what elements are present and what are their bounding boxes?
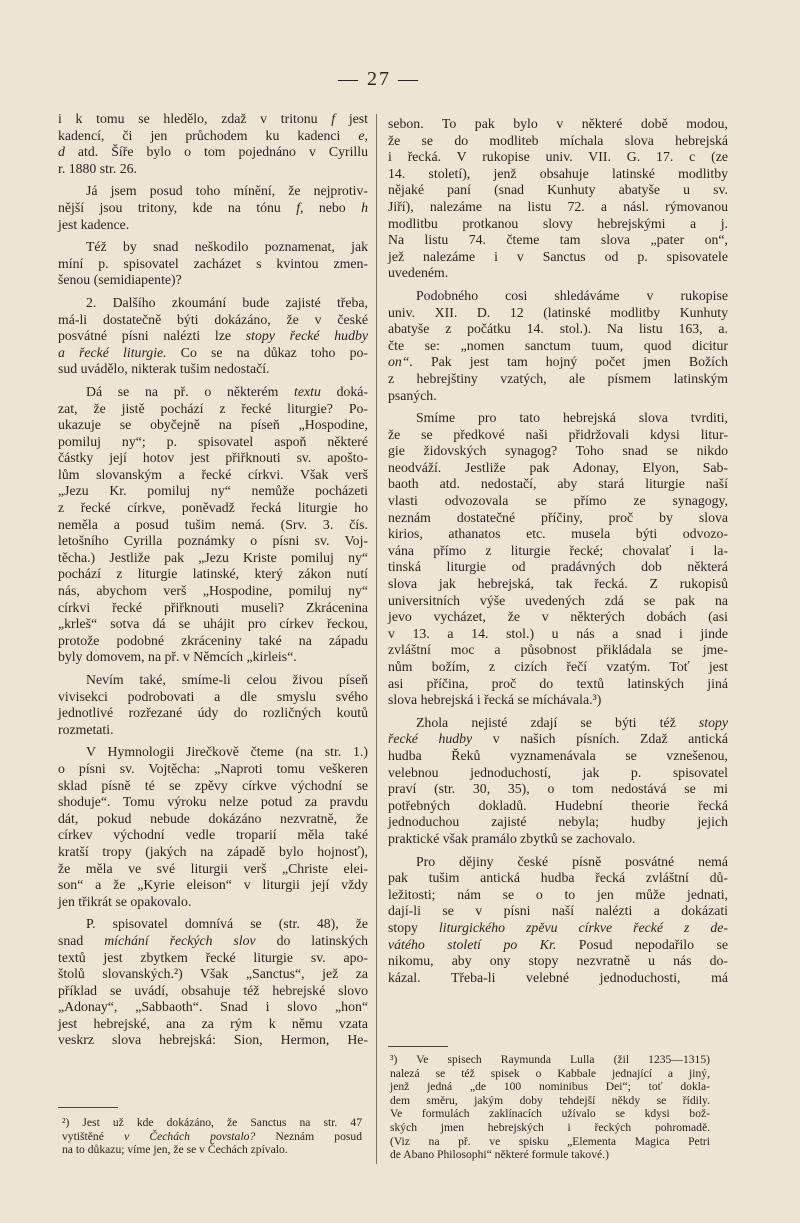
text-line: de Abano Philosophi“ některé formule takové.) [390, 1148, 609, 1162]
text-line: textů jest zbytkem řecké liturgie sv. apo- [58, 949, 368, 965]
text-line: že se do modliteb míchala slova hebrejská [388, 132, 728, 148]
text-line: Na listu 74. čteme tam slova „pater on“, [388, 232, 728, 248]
text-line: „krleš“ sotva dá se uhájit pro církev řeckou, [58, 616, 368, 632]
text-line: son“ a že „Kyrie eleison“ v liturgii její vždy [58, 877, 368, 893]
text-line: ²) Jest už kde dokázáno, že Sanctus na str. 47 [62, 1116, 362, 1129]
text-line: církvi řecké přiřknouti museli? Zkrácenina [58, 599, 368, 615]
text-line: i k tomu se hledělo, zdaž v tritonu f jest [58, 111, 368, 126]
text-line: jež nalezáme i v Sanctus od p. spisovatele [388, 248, 728, 264]
text-line: jest hebrejské, ana za rým k němu vzata [58, 1015, 368, 1031]
text-line: pak tušim antická hudba řecká zvláštní dů- [388, 870, 728, 886]
italic-text: stopy [698, 714, 728, 730]
italic-text: a řecké liturgie. [58, 344, 167, 360]
text-line: 2. Dalšího zkoumání bude zajisté třeba, [86, 294, 368, 310]
text-line: ukazuje se obyčejně na píseň „Hospodine, [58, 417, 368, 433]
text-line: hudba Řeků vyznamenávala se vznešenou, [388, 747, 728, 763]
text-line: Pro dějiny české písně posvátné nemá [416, 853, 728, 869]
text-line: nům božím, z cizích řečí vzatým. Toť jest [388, 659, 728, 674]
text-line: zvláštní moc a působnost přikládala se jme- [388, 642, 728, 658]
text-line: dát, pokud nebude dokázáno nezvratně, že [58, 810, 368, 826]
text-line: praktické však pramálo zbytků se zachovalo. [388, 830, 636, 846]
text-line: míní p. spisovatel zacházet s kvintou zmen- [58, 255, 368, 271]
text-line: sebon. To pak bylo v některé době modou, [388, 116, 728, 131]
text-line: dem směru, jakým doby tehdejší někdy se řídily. [390, 1093, 710, 1107]
text-line: těcha.) Jestliže pak „Jezu Kriste pomiluj ny“ [58, 549, 368, 565]
text-line: jest kadence. [58, 216, 130, 232]
paragraph [58, 672, 368, 738]
text-line: d atd. Šíře bylo o tom pojednáno v Cyrillu [58, 144, 368, 160]
text-line: nás, abychom verš „Hospodine, pomiluj ny“ [58, 583, 368, 599]
text-line: rozmetati. [58, 721, 114, 737]
text-line: slova hebrejská i řecká se míchávala.³) [388, 692, 602, 708]
text-line: vytištěné v Čechách povstalo? Neznám posud [62, 1129, 362, 1143]
text-line: (Viz na př. ve spisku „Elementa Magica Petri [390, 1134, 710, 1148]
italic-text: f [331, 111, 336, 126]
italic-text: míchání řeckých slov [104, 932, 256, 948]
text-line: církev východní vedle troparií měla také [58, 827, 368, 843]
text-line: sud uvádělo, nikterak tušim nedostačí. [58, 361, 270, 377]
text-line: tinská liturgie od pradávných dob některá [388, 559, 728, 575]
paragraph [388, 715, 728, 848]
text-line: i řecká. V rukopise univ. VII. G. 17. c (ze [388, 149, 728, 165]
footnote-left [62, 1116, 362, 1157]
text-line: snad míchání řeckých slov do latinských [58, 932, 368, 948]
paragraph [58, 183, 368, 233]
text-line: nější jsou tritony, kde na tónu f, nebo h [58, 199, 368, 215]
italic-text: h [361, 199, 368, 215]
text-line: částky její hotov jest přiřknouti sv. apošto- [58, 450, 368, 466]
text-line: Ve formulách zaklínacích užívalo se kdysi bož- [390, 1107, 710, 1121]
text-line: sklad písně té se zpěvy církve východní se [58, 777, 368, 793]
text-line: baoth atd. nedostačí, aby stará liturgie naší [388, 476, 728, 492]
paragraph [58, 384, 368, 666]
text-line: v 13. a 14. stol.) u nás a snad i jinde [388, 625, 728, 641]
text-line: šenou (semidiapente)? [58, 272, 182, 288]
text-line: V Hymnologii Jirečkově čteme (na str. 1.) [86, 744, 368, 760]
text-line: Nevím také, smíme-li celou živou píseň [86, 672, 368, 687]
text-line: a řecké liturgie. Co se na důkaz toho po- [58, 344, 368, 360]
text-line: kratší tropy (jakých na západě bylo hojnosť), [58, 843, 368, 859]
text-line: potřebných dokladů. Hudební theorie řecká [388, 797, 728, 813]
paragraph [388, 854, 728, 987]
italic-text: on“. [388, 354, 413, 370]
text-line: asi příčina, proč do textů latinských jiná [388, 675, 728, 691]
italic-text: e, [358, 127, 368, 143]
italic-text: v Čechách povstalo? [124, 1129, 256, 1143]
paragraph [58, 239, 368, 289]
italic-text: stopy řecké hudby [245, 328, 368, 344]
paragraph [58, 111, 368, 177]
text-line: letošního Cyrilla poznámky o písni sv. Voj- [58, 533, 368, 549]
text-line: univ. XII. D. 12 (latinské modlitby Kunhuty [388, 304, 728, 320]
text-line: pomiluj ny“; p. spisovatel aspoň některé [58, 433, 368, 449]
text-line: uvedeném. [388, 265, 449, 281]
text-line: z hebrejštiny vzatých, ale písmem latinským [388, 370, 728, 386]
footnote-separator [388, 1046, 448, 1047]
text-line: nikomu, aby ony stopy nezvratně u nás do- [388, 953, 728, 969]
text-line: řecké hudby v našich písních. Zdaž antická [388, 731, 729, 747]
text-line: neznám dostatečné příčiny, proč by slova [388, 509, 728, 525]
text-line: kirios, athanatos etc. musela býti odvozo- [388, 526, 728, 542]
text-line: vátého století po Kr. Posud nepodařilo se [388, 936, 728, 952]
text-line: Dá se na př. o některém textu doká- [86, 383, 368, 399]
text-line: má-li dostatečně býti dokázáno, že v české [58, 311, 368, 327]
text-line: P. spisovatel domnívá se (str. 48), že [86, 916, 368, 932]
text-line: vána přímo z liturgie řecké; chovalať i la- [388, 542, 728, 558]
paragraph [388, 410, 728, 709]
text-line: kázal. Třeba-li velebné jednoduchosti, má [388, 969, 728, 985]
text-line: modlitbu protkanou slovy hebrejskými a j. [388, 215, 728, 231]
page-number: — 27 — [338, 68, 420, 90]
text-line: r. 1880 str. 26. [58, 160, 137, 176]
paragraph [388, 116, 728, 282]
paragraph [58, 916, 368, 1049]
paragraph [58, 744, 368, 910]
text-line: nalezá se též spisek o Kabbale jednající a jiný, [390, 1066, 710, 1080]
text-line: shoduje“. Tomu výroku nelze potud za pravdu [58, 794, 368, 810]
footnote-right [390, 1053, 710, 1162]
text-line: Jiří), nalezáme na listu 72. a násl. rýmovanou [388, 198, 728, 214]
italic-text: textu [294, 383, 321, 399]
text-line: ských jmen hebrejských i řeckých pohromadě. [390, 1120, 710, 1134]
text-line: „Adonay“, „Sabbaoth“. Snad i slovo „hon“ [58, 999, 368, 1015]
text-line: byly domovem, na př. v Němcích „kirleis“. [58, 649, 297, 665]
text-line: že se předkové naši přidržovali kdysi litur- [388, 426, 728, 442]
text-line: jednoduchou zajisté nebyla; hudby jejich [388, 814, 728, 830]
text-line: psaných. [388, 387, 437, 403]
text-line: čte se: „nomen sanctum tuum, quod dicitur [388, 337, 728, 353]
text-line: z řecké církve, poněvadž řecká liturgie ho [58, 500, 368, 516]
text-line: praví (str. 30, 35), o tom nedostává se mi [388, 781, 728, 797]
text-line: o písni sv. Vojtěcha: „Naproti tomu veškeren [58, 760, 368, 776]
text-line: ³) Ve spisech Raymunda Lulla (žil 1235—1315) [390, 1053, 710, 1066]
paragraph [58, 295, 368, 378]
text-line: zat, že jistě pochází z řecké liturgie? Po- [58, 400, 368, 416]
italic-text: f, [296, 199, 304, 215]
text-line: ležitosti; nám se o to jen může jednati, [388, 886, 728, 902]
footnote-separator [58, 1107, 118, 1108]
text-line: dají-li se v písni naší nalézti a dokázati [388, 903, 728, 919]
italic-text: liturgického zpěvu církve řecké z de- [438, 919, 728, 935]
text-line: abatyše z počátku 14. stol.). Na listu 163, a. [388, 321, 728, 337]
text-line: vlasti odvozovala se přímo ze synagogy, [388, 493, 728, 509]
text-line: jen třikrát se opakovalo. [58, 893, 192, 909]
right-column [388, 116, 728, 992]
text-line: jevo vycházet, že v některých dobách (asi [388, 609, 728, 625]
text-line: neodváží. Jestliže pak Adonay, Elyon, Sab- [388, 459, 728, 475]
text-line: universitních výše uvedených zdá se pak na [388, 592, 728, 608]
text-line: že měla ve své liturgii verš „Christe elei- [58, 860, 368, 876]
text-line: na to důkazu; víme jen, že se v Čechách zpívalo. [62, 1143, 288, 1157]
text-line: Zhola nejisté zdají se býti též stopy [416, 714, 728, 730]
text-line: štolů slovanských.²) Však „Sanctus“, jež za [58, 966, 368, 982]
italic-text: řecké hudby [388, 731, 473, 747]
text-line: veskrz slova hebrejská: Sion, Hermon, He- [58, 1032, 368, 1048]
text-line: příklad se uvádí, obsahuje též hebrejské slovo [58, 982, 368, 998]
text-line: neměla a posud tušim nemá. (Srv. 3. čís. [58, 516, 368, 532]
text-line: Já jsem posud toho mínění, že nejprotiv- [86, 183, 368, 199]
text-line: slova jak hebrejská, tak řecká. Z rukopisů [388, 576, 728, 592]
text-line: protože podobné zkráceniny také na západu [58, 632, 368, 648]
column-divider [376, 114, 377, 1164]
text-line: gie židovských synagog? Toho snad se nikdo [388, 443, 728, 459]
text-line: jenž jedná „de 100 nominibus Dei“; toť dokla- [390, 1080, 710, 1094]
text-line: kadencí, či jen průchodem ku kadenci e, [58, 127, 368, 143]
text-line: stopy liturgického zpěvu církve řecké z de- [388, 919, 728, 935]
italic-text: d [58, 144, 65, 160]
paragraph [388, 288, 728, 404]
text-line: velebnou jednoduchostí, jak p. spisovatel [388, 764, 728, 780]
text-line: 14. století), jenž obsahuje latinské modlitby [388, 165, 728, 181]
text-line: Smíme pro tato hebrejská slova tvrditi, [416, 410, 728, 426]
text-line: jednotlivé rozřezané údy do rozličných koutů [58, 705, 368, 721]
text-line: on“. Pak jest tam hojný počet jmen Božích [388, 354, 728, 370]
text-line: Podobného cosi shledáváme v rukopise [416, 287, 728, 303]
text-line: „Jezu Kr. pomiluj ny“ nemůže pocházeti [58, 483, 368, 499]
text-line: lům slovanským a řecké církvi. Však verš [58, 466, 368, 482]
text-line: pochází z liturgie latinské, který zákon nutí [58, 566, 368, 582]
left-column [58, 111, 368, 1055]
text-line: nějaké paní (snad Kunhuty abatyše u sv. [388, 182, 728, 198]
text-line: posvátné písni nalézti lze stopy řecké hudby [58, 328, 368, 344]
italic-text: vátého století po Kr. [388, 936, 557, 952]
text-line: Též by snad neškodilo poznamenat, jak [86, 239, 368, 255]
text-line: vivisekci podrobovati a dle smyslu svého [58, 688, 368, 704]
